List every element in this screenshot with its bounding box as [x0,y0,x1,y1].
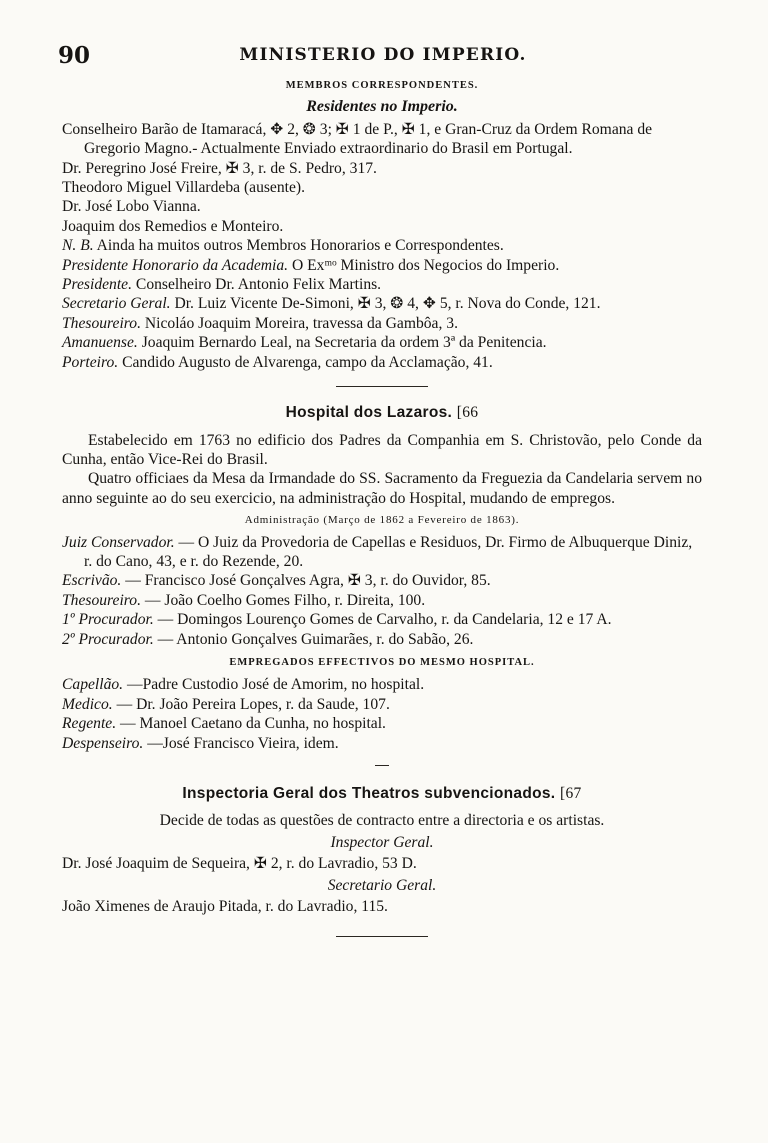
admin-heading: Administração (Março de 1862 a Fevereiro de 1863). [244,514,520,527]
officer-text: Conselheiro Dr. Antonio Felix Martins. [135,276,382,294]
secretary-entry: João Ximenes de Araujo Pitada, r. do Lavradio, 115. [62,898,388,916]
admin-role: 1º Procurador. [62,611,154,629]
admin-role: Escrivão. [62,572,122,590]
officer-role: Porteiro. [62,353,119,371]
staff-role: Medico. [62,695,113,713]
hospital-heading [62,403,702,422]
theatres-title: Inspectoria Geral dos Theatros subvencionados. [182,785,556,802]
admin-role: Juiz Conservador. [62,533,175,551]
running-head [58,42,708,72]
officer-text: Nicoláo Joaquim Moreira, travessa da Gambôa, 3. [144,314,458,332]
member-entry: Theodoro Miguel Villardeba (ausente). [62,179,305,197]
hospital-title: Hospital dos Lazaros. [285,404,453,422]
nota-bene [62,236,702,255]
staff-text: — Dr. João Pereira Lopes, r. da Saude, 107. [116,695,390,713]
officer-role: Presidente Honorario da Academia. [62,256,289,274]
hospital-paragraph: Quatro officiaes da Mesa da Irmandade do SS. Sacramento da Freguezia da Candelaria servem no anno seguinte ao do seu exercicio, na administração do Hospital, mudando de empregos. [62,470,702,507]
officer-text: O Exᵐᵒ Ministro dos Negocios do Imperio. [292,256,560,274]
small-divider [375,765,389,766]
officer-entry [62,353,702,372]
staff-role: Despenseiro. [62,734,144,752]
officer-entry [62,294,702,313]
staff-role: Capellão. [62,676,124,694]
page-number: 90 [58,42,91,69]
admin-text: — Antonio Gonçalves Guimarães, r. do Sabão, 26. [157,630,474,648]
theatres-heading [62,784,702,803]
end-divider [336,936,428,937]
admin-text: — Francisco José Gonçalves Agra, ✠ 3, r. do Ouvidor, 85. [125,572,491,590]
admin-text: — João Coelho Gomes Filho, r. Direita, 100. [144,591,426,609]
officer-role: Thesoureiro. [62,314,141,332]
residents-heading: Residentes no Imperio. [306,98,458,116]
member-entry: Dr. José Lobo Vianna. [62,198,201,216]
inspector-title: Inspector Geral. [330,833,434,851]
admin-entry [62,630,702,649]
officer-role: Amanuense. [62,334,138,352]
nb-label: N. B. [62,237,94,255]
admin-text: — O Juiz da Provedoria de Capellas e Residuos, Dr. Firmo de Albuquerque Diniz, r. do Cano, 43, e r. do Rezende, 20. [84,533,693,570]
admin-entry [62,533,702,572]
officer-text: Dr. Luiz Vicente De-Simoni, ✠ 3, ❂ 4, ✥ 5, r. Nova do Conde, 121. [174,295,601,313]
admin-entry [62,610,702,629]
staff-entry [62,734,702,753]
running-title: MINISTERIO DO IMPERIO. [239,45,527,65]
page-content [62,76,702,937]
theatres-ref: [67 [560,785,582,802]
secretary-title: Secretario Geral. [327,876,437,894]
admin-role: 2º Procurador. [62,630,154,648]
officer-role: Presidente. [62,276,133,294]
staff-text: — Manoel Caetano da Cunha, no hospital. [120,715,386,733]
admin-role: Thesoureiro. [62,591,141,609]
admin-text: — Domingos Lourenço Gomes de Carvalho, r. da Candelaria, 12 e 17 A. [157,611,612,629]
staff-entry [62,714,702,733]
section-divider [336,386,428,387]
member-entry: Conselheiro Barão de Itamaracá, ✥ 2, ❂ 3; ✠ 1 de P., ✠ 1, e Gran-Cruz da Ordem Romana de Gregorio Magno.- Actualmente Enviado extraordinario do Brasil em Portugal. [62,120,653,158]
staff-entry [62,675,702,694]
theatres-description: Decide de todas as questões de contracto entre a directoria e os artistas. [159,812,605,830]
officer-text: Joaquim Bernardo Leal, na Secretaria da ordem 3ª da Penitencia. [141,334,547,352]
officer-entry [62,275,702,294]
hospital-paragraph: Estabelecido em 1763 no edificio dos Padres da Companhia em S. Christovão, pelo Conde da Cunha, então Vice-Rei do Brasil. [62,431,702,468]
nb-text: Ainda ha muitos outros Membros Honorarios e Correspondentes. [96,237,504,255]
staff-text: —Padre Custodio José de Amorim, no hospital. [126,676,425,694]
admin-entry [62,591,702,610]
officer-text: Candido Augusto de Alvarenga, campo da Acclamação, 41. [122,353,493,371]
staff-entry [62,695,702,714]
inspector-entry: Dr. José Joaquim de Sequeira, ✠ 2, r. do Lavradio, 53 D. [62,855,417,873]
staff-role: Regente. [62,715,117,733]
staff-heading: EMPREGADOS EFFECTIVOS DO MESMO HOSPITAL. [229,656,535,668]
member-entry: Joaquim dos Remedios e Monteiro. [62,217,284,235]
staff-text: —José Francisco Vieira, idem. [147,734,339,752]
officer-entry [62,256,702,275]
member-entry: Dr. Peregrino José Freire, ✠ 3, r. de S. Pedro, 317. [62,159,377,177]
officer-entry [62,333,702,352]
hospital-ref: [66 [456,404,479,422]
officer-role: Secretario Geral. [62,295,171,313]
sub-heading: MEMBROS CORRESPONDENTES. [285,80,479,91]
admin-entry [62,571,702,590]
officer-entry [62,314,702,333]
